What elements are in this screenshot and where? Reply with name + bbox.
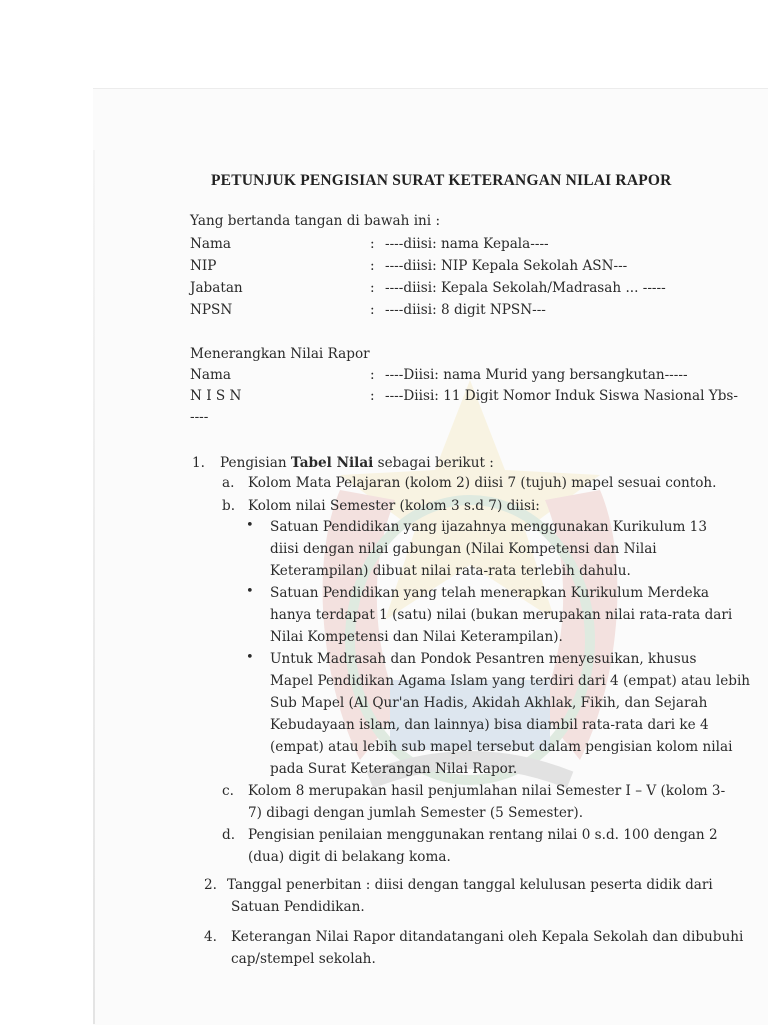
item-1c-line-1: Kolom 8 merupakan hasil penjumlahan nilai Semester I – V (kolom 3- (248, 783, 726, 799)
bullet-3-line-6: pada Surat Keterangan Nilai Rapor. (270, 761, 518, 777)
student-value-wrap: ---- (190, 409, 209, 425)
item-4-number: 4. (204, 929, 217, 945)
item-2-line-1: Tanggal penerbitan : diisi dengan tanggal kelulusan peserta didik dari (227, 877, 713, 893)
item-1d-line-2: (dua) digit di belakang koma. (248, 849, 451, 865)
item-1a-letter: a. (222, 475, 235, 491)
student-label-nama: Nama (190, 367, 231, 383)
bullet-3-line-5: (empat) atau lebih sub mapel tersebut dalam pengisian kolom nilai (270, 739, 733, 755)
menerangkan-heading: Menerangkan Nilai Rapor (190, 346, 370, 362)
colon: : (370, 280, 375, 296)
item-4-line-2: cap/stempel sekolah. (231, 951, 376, 967)
item-2-line-2: Satuan Pendidikan. (231, 899, 365, 915)
signer-value-jabatan: ----diisi: Kepala Sekolah/Madrasah ... ----- (385, 280, 666, 296)
bullet-marker: • (246, 650, 254, 665)
student-value-nama: ----Diisi: nama Murid yang bersangkutan----- (385, 367, 688, 383)
item-1a-text: Kolom Mata Pelajaran (kolom 2) diisi 7 (tujuh) mapel sesuai contoh. (248, 475, 717, 491)
signer-label-npsn: NPSN (190, 302, 233, 318)
colon: : (370, 388, 375, 404)
item-1c-letter: c. (222, 783, 234, 799)
item-1b-letter: b. (222, 498, 236, 514)
bullet-1-line-1: Satuan Pendidikan yang ijazahnya menggunakan Kurikulum 13 (270, 519, 707, 535)
bullet-1-line-2: diisi dengan nilai gabungan (Nilai Kompetensi dan Nilai (270, 541, 657, 557)
signer-value-nama: ----diisi: nama Kepala---- (385, 236, 549, 252)
signer-value-npsn: ----diisi: 8 digit NPSN--- (385, 302, 546, 318)
student-label-nisn: N I S N (190, 388, 242, 404)
bullet-1-line-3: Keterampilan) dibuat nilai rata-rata terlebih dahulu. (270, 563, 631, 579)
signer-label-jabatan: Jabatan (190, 280, 243, 296)
item-1-number: 1. (192, 455, 205, 471)
colon: : (370, 367, 375, 383)
page-edge (93, 150, 95, 1024)
bullet-marker: • (246, 518, 254, 533)
bullet-2-line-1: Satuan Pendidikan yang telah menerapkan Kurikulum Merdeka (270, 585, 710, 601)
item-1b-text: Kolom nilai Semester (kolom 3 s.d 7) diisi: (248, 498, 540, 514)
student-value-nisn: ----Diisi: 11 Digit Nomor Induk Siswa Nasional Ybs- (385, 388, 738, 404)
item-1-bold: Tabel Nilai (290, 455, 374, 471)
item-1-post: sebagai berikut : (377, 455, 494, 471)
bullet-3-line-2: Mapel Pendidikan Agama Islam yang terdiri dari 4 (empat) atau lebih (270, 673, 751, 689)
colon: : (370, 236, 375, 252)
bullet-marker: • (246, 584, 254, 599)
item-1-pre: Pengisian (220, 455, 287, 471)
bullet-2-line-2: hanya terdapat 1 (satu) nilai (bukan merupakan nilai rata-rata dari (270, 607, 733, 623)
document-title: PETUNJUK PENGISIAN SURAT KETERANGAN NILAI RAPOR (211, 172, 672, 189)
bullet-2-line-3: Nilai Kompetensi dan Nilai Keterampilan). (270, 629, 563, 645)
bullet-3-line-4: Kebudayaan islam, dan lainnya) bisa diambil rata-rata dari ke 4 (270, 717, 709, 733)
item-1c-line-2: 7) dibagi dengan jumlah Semester (5 Semester). (248, 805, 584, 821)
signer-value-nip: ----diisi: NIP Kepala Sekolah ASN--- (385, 258, 628, 274)
item-2-number: 2. (204, 877, 217, 893)
item-1d-letter: d. (222, 827, 236, 843)
colon: : (370, 258, 375, 274)
item-1d-line-1: Pengisian penilaian menggunakan rentang nilai 0 s.d. 100 dengan 2 (248, 827, 718, 843)
intro-text: Yang bertanda tangan di bawah ini : (190, 213, 441, 229)
colon: : (370, 302, 375, 318)
bullet-3-line-1: Untuk Madrasah dan Pondok Pesantren menyesuikan, khusus (270, 651, 697, 667)
signer-label-nama: Nama (190, 236, 231, 252)
signer-label-nip: NIP (190, 258, 217, 274)
item-4-line-1: Keterangan Nilai Rapor ditandatangani oleh Kepala Sekolah dan dibubuhi (231, 929, 744, 945)
item-1-heading (220, 454, 494, 472)
bullet-3-line-3: Sub Mapel (Al Qur'an Hadis, Akidah Akhlak, Fikih, dan Sejarah (270, 695, 708, 711)
